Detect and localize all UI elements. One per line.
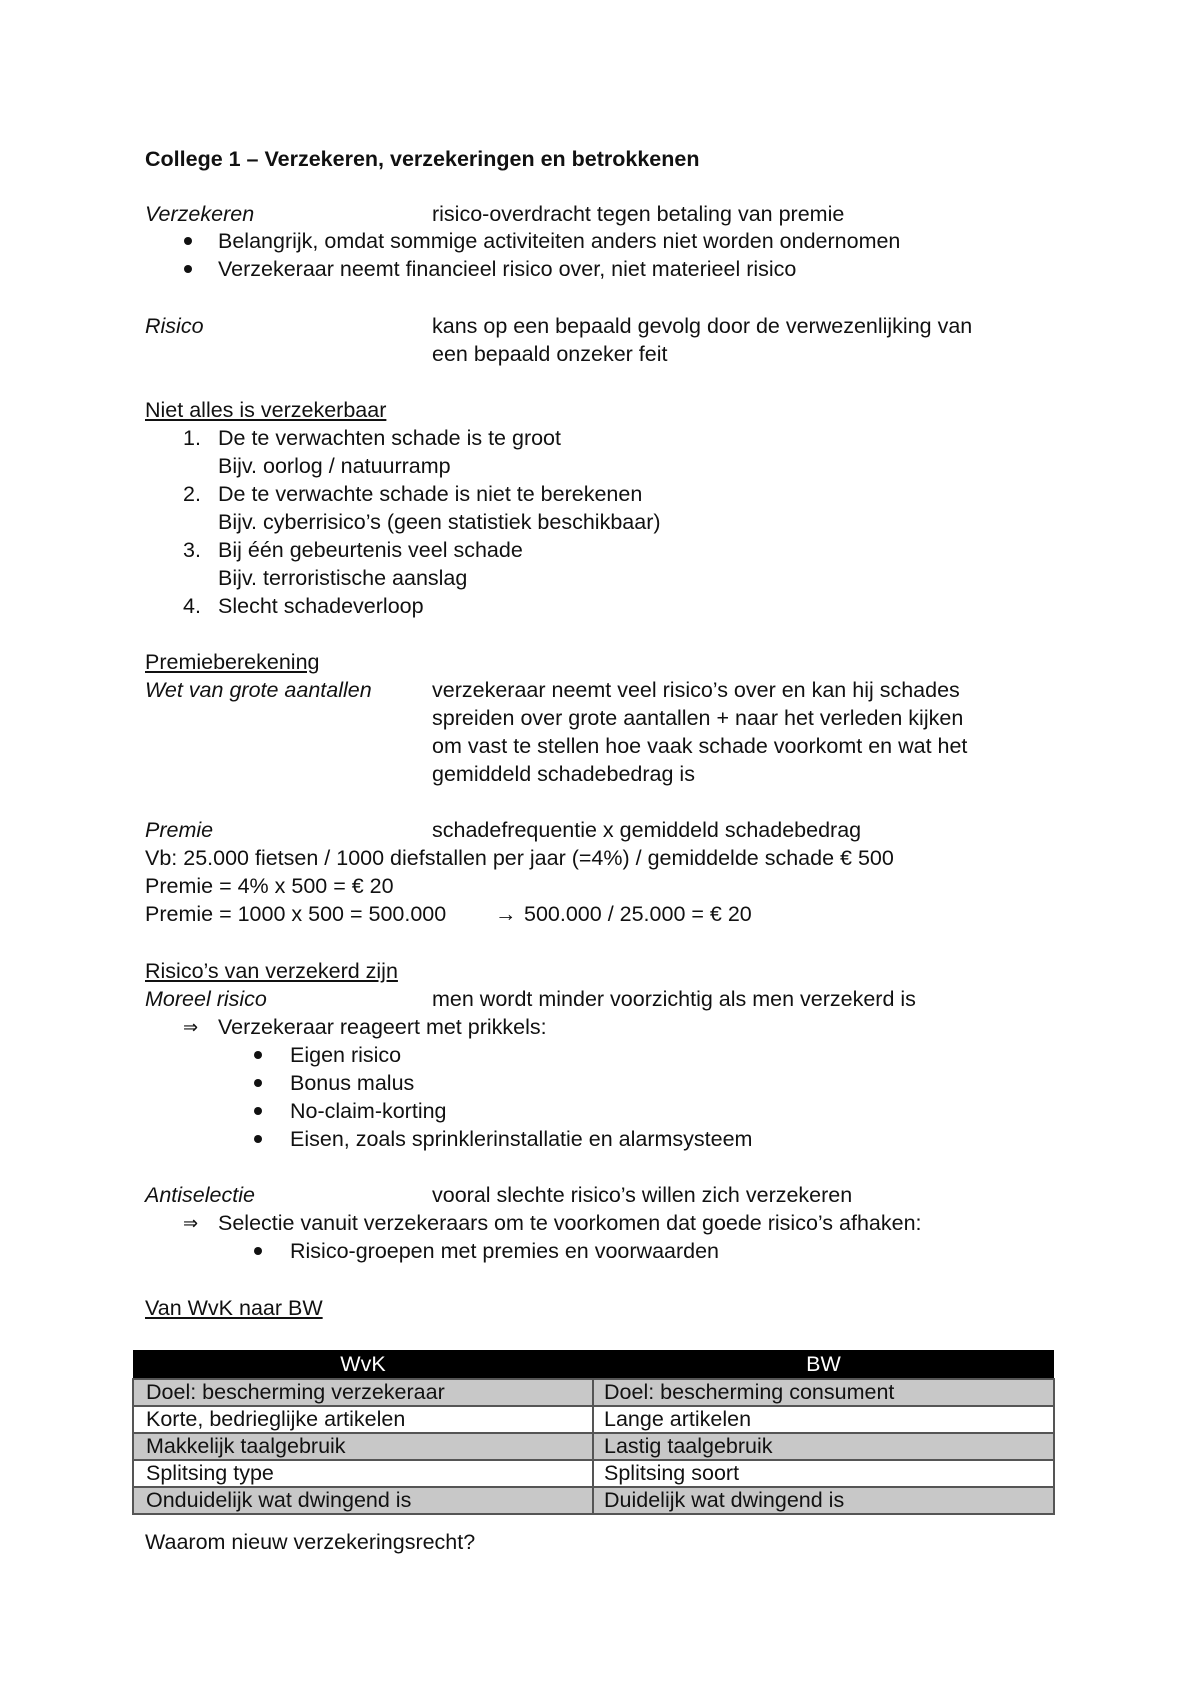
definition-verzekeren: risico-overdracht tegen betaling van premie xyxy=(432,202,845,226)
table-cell: Doel: bescherming verzekeraar xyxy=(133,1379,593,1406)
bullet-icon xyxy=(184,237,192,245)
term-premie: Premie xyxy=(145,818,214,842)
table-cell: Doel: bescherming consument xyxy=(593,1379,1054,1406)
calculation-line: Premie = 1000 x 500 = 500.000 xyxy=(145,902,447,926)
list-number: 3. xyxy=(183,538,201,562)
bullet-icon xyxy=(254,1051,262,1059)
list-item: Eigen risico xyxy=(290,1043,402,1067)
list-item: No-claim-korting xyxy=(290,1099,447,1123)
list-item: Slecht schadeverloop xyxy=(218,594,424,618)
list-item: Bij één gebeurtenis veel schade xyxy=(218,538,523,562)
section-heading: Risico’s van verzekerd zijn xyxy=(145,959,398,983)
definition-line: gemiddeld schadebedrag is xyxy=(432,762,695,786)
list-item-example: Bijv. cyberrisico’s (geen statistiek beschikbaar) xyxy=(218,510,661,534)
table-row xyxy=(133,1460,1054,1487)
calculation-line: 500.000 / 25.000 = € 20 xyxy=(524,902,752,926)
bullet-icon xyxy=(254,1247,262,1255)
list-item: Verzekeraar neemt financieel risico over, niet materieel risico xyxy=(218,257,797,281)
implies-arrow-icon: ⇒ xyxy=(183,1213,199,1233)
bullet-icon xyxy=(254,1135,262,1143)
definition-premie: schadefrequentie x gemiddeld schadebedrag xyxy=(432,818,862,842)
list-item: Risico-groepen met premies en voorwaarden xyxy=(290,1239,720,1263)
term-antiselectie: Antiselectie xyxy=(145,1183,255,1207)
table-header-row xyxy=(133,1350,1054,1379)
list-item: Eisen, zoals sprinklerinstallatie en alarmsysteem xyxy=(290,1127,753,1151)
table-row xyxy=(133,1487,1054,1514)
list-item-example: Bijv. terroristische aanslag xyxy=(218,566,468,590)
table-cell: Duidelijk wat dwingend is xyxy=(593,1487,1054,1514)
list-number: 1. xyxy=(183,426,201,450)
section-heading: Van WvK naar BW xyxy=(145,1296,323,1320)
section-heading: Niet alles is verzekerbaar xyxy=(145,398,387,422)
calculation-line: Premie = 4% x 500 = € 20 xyxy=(145,874,394,898)
example-text: Vb: 25.000 fietsen / 1000 diefstallen per jaar (=4%) / gemiddelde schade € 500 xyxy=(145,846,894,870)
column-header: WvK xyxy=(133,1350,593,1379)
list-number: 2. xyxy=(183,482,201,506)
list-item: Bonus malus xyxy=(290,1071,415,1095)
list-item: De te verwachten schade is te groot xyxy=(218,426,561,450)
list-item-example: Bijv. oorlog / natuurramp xyxy=(218,454,451,478)
table-cell: Splitsing type xyxy=(133,1460,593,1487)
bullet-icon xyxy=(184,265,192,273)
definition-moreel-risico: men wordt minder voorzichtig als men verzekerd is xyxy=(432,987,916,1011)
bullet-icon xyxy=(254,1079,262,1087)
term-risico: Risico xyxy=(145,314,204,338)
table-cell: Korte, bedrieglijke artikelen xyxy=(133,1406,593,1433)
arrow-item: Selectie vanuit verzekeraars om te voorkomen dat goede risico’s afhaken: xyxy=(218,1211,922,1235)
table-cell: Makkelijk taalgebruik xyxy=(133,1433,593,1460)
definition-line: om vast te stellen hoe vaak schade voorkomt en wat het xyxy=(432,734,968,758)
term-verzekeren: Verzekeren xyxy=(145,202,255,226)
term-wet-grote-aantallen: Wet van grote aantallen xyxy=(145,678,372,702)
implies-arrow-icon: ⇒ xyxy=(183,1017,199,1037)
comparison-table xyxy=(132,1350,1055,1515)
table-row xyxy=(133,1433,1054,1460)
definition-line: kans op een bepaald gevolg door de verwezenlijking van xyxy=(432,314,973,338)
list-number: 4. xyxy=(183,594,201,618)
table-row xyxy=(133,1406,1054,1433)
bullet-icon xyxy=(254,1107,262,1115)
table-cell: Onduidelijk wat dwingend is xyxy=(133,1487,593,1514)
section-heading: Premieberekening xyxy=(145,650,320,674)
term-moreel-risico: Moreel risico xyxy=(145,987,267,1011)
table-cell: Lastig taalgebruik xyxy=(593,1433,1054,1460)
definition-line: een bepaald onzeker feit xyxy=(432,342,668,366)
definition-line: spreiden over grote aantallen + naar het verleden kijken xyxy=(432,706,964,730)
page-title: College 1 – Verzekeren, verzekeringen en betrokkenen xyxy=(145,147,700,171)
table-row xyxy=(133,1379,1054,1406)
column-header: BW xyxy=(593,1350,1054,1379)
table-cell: Splitsing soort xyxy=(593,1460,1054,1487)
list-item: Belangrijk, omdat sommige activiteiten anders niet worden ondernomen xyxy=(218,229,901,253)
table-cell: Lange artikelen xyxy=(593,1406,1054,1433)
arrow-item: Verzekeraar reageert met prikkels: xyxy=(218,1015,547,1039)
definition-line: verzekeraar neemt veel risico’s over en kan hij schades xyxy=(432,678,960,702)
list-item: De te verwachte schade is niet te berekenen xyxy=(218,482,643,506)
definition-antiselectie: vooral slechte risico’s willen zich verzekeren xyxy=(432,1183,853,1207)
question-text: Waarom nieuw verzekeringsrecht? xyxy=(145,1530,476,1554)
right-arrow-icon: → xyxy=(495,902,517,926)
